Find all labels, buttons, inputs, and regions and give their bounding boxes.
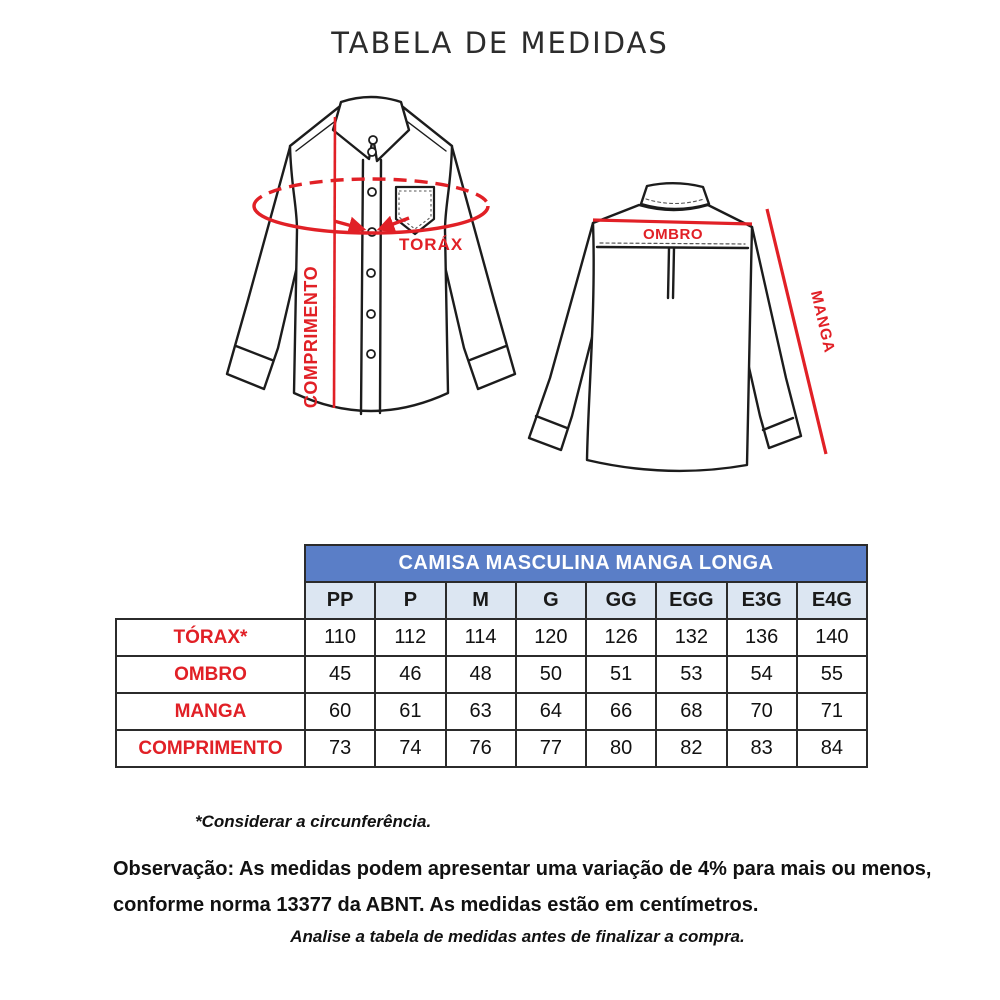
value-cell: 82	[656, 730, 726, 767]
value-cell: 54	[727, 656, 797, 693]
page-title: TABELA DE MEDIDAS	[331, 26, 669, 60]
value-cell: 46	[375, 656, 445, 693]
value-cell: 74	[375, 730, 445, 767]
table-row	[116, 619, 867, 656]
value-cell: 73	[305, 730, 375, 767]
size-col-header: P	[375, 582, 445, 619]
value-cell: 53	[656, 656, 726, 693]
size-col-header: E3G	[727, 582, 797, 619]
value-cell: 66	[586, 693, 656, 730]
value-cell: 68	[656, 693, 726, 730]
value-cell: 64	[516, 693, 586, 730]
value-cell: 61	[375, 693, 445, 730]
observation-note: Observação: As medidas podem apresentar uma variação de 4% para mais ou menos, conforme norma 13377 da ABNT. As medidas estão em centímetros.	[113, 858, 932, 916]
value-cell: 76	[446, 730, 516, 767]
value-cell: 71	[797, 693, 867, 730]
value-cell: 45	[305, 656, 375, 693]
value-cell: 63	[446, 693, 516, 730]
table-row	[116, 656, 867, 693]
table-corner-spacer	[116, 545, 305, 619]
length-measure-label: COMPRIMENTO	[301, 265, 321, 409]
value-cell: 80	[586, 730, 656, 767]
length-measure-line	[334, 117, 335, 408]
table-row	[116, 730, 867, 767]
value-cell: 114	[446, 619, 516, 656]
value-cell: 77	[516, 730, 586, 767]
table-row	[116, 693, 867, 730]
value-cell: 70	[727, 693, 797, 730]
value-cell: 84	[797, 730, 867, 767]
value-cell: 51	[586, 656, 656, 693]
value-cell: 110	[305, 619, 375, 656]
final-note: Analise a tabela de medidas antes de finalizar a compra.	[290, 927, 745, 946]
value-cell: 126	[586, 619, 656, 656]
row-label: OMBRO	[116, 656, 305, 693]
sleeve-measure-label: MANGA	[806, 289, 838, 355]
value-cell: 140	[797, 619, 867, 656]
size-table	[115, 544, 868, 768]
row-label: MANGA	[116, 693, 305, 730]
front-shirt-diagram	[210, 90, 532, 442]
value-cell: 132	[656, 619, 726, 656]
back-shirt-diagram	[498, 148, 850, 488]
circumference-footnote: *Considerar a circunferência.	[195, 812, 432, 831]
row-label: COMPRIMENTO	[116, 730, 305, 767]
size-col-header: M	[446, 582, 516, 619]
front-shirt-outline	[227, 97, 515, 414]
size-col-header: G	[516, 582, 586, 619]
value-cell: 60	[305, 693, 375, 730]
size-col-header: EGG	[656, 582, 726, 619]
size-col-header: E4G	[797, 582, 867, 619]
shoulder-measure-label: OMBRO	[643, 226, 703, 243]
row-label: TÓRAX*	[116, 619, 305, 656]
value-cell: 50	[516, 656, 586, 693]
value-cell: 120	[516, 619, 586, 656]
value-cell: 136	[727, 619, 797, 656]
value-cell: 112	[375, 619, 445, 656]
chest-measure-label: TORÁX	[399, 235, 464, 254]
size-col-header: GG	[586, 582, 656, 619]
table-title: CAMISA MASCULINA MANGA LONGA	[305, 545, 867, 582]
value-cell: 83	[727, 730, 797, 767]
value-cell: 55	[797, 656, 867, 693]
value-cell: 48	[446, 656, 516, 693]
size-col-header: PP	[305, 582, 375, 619]
